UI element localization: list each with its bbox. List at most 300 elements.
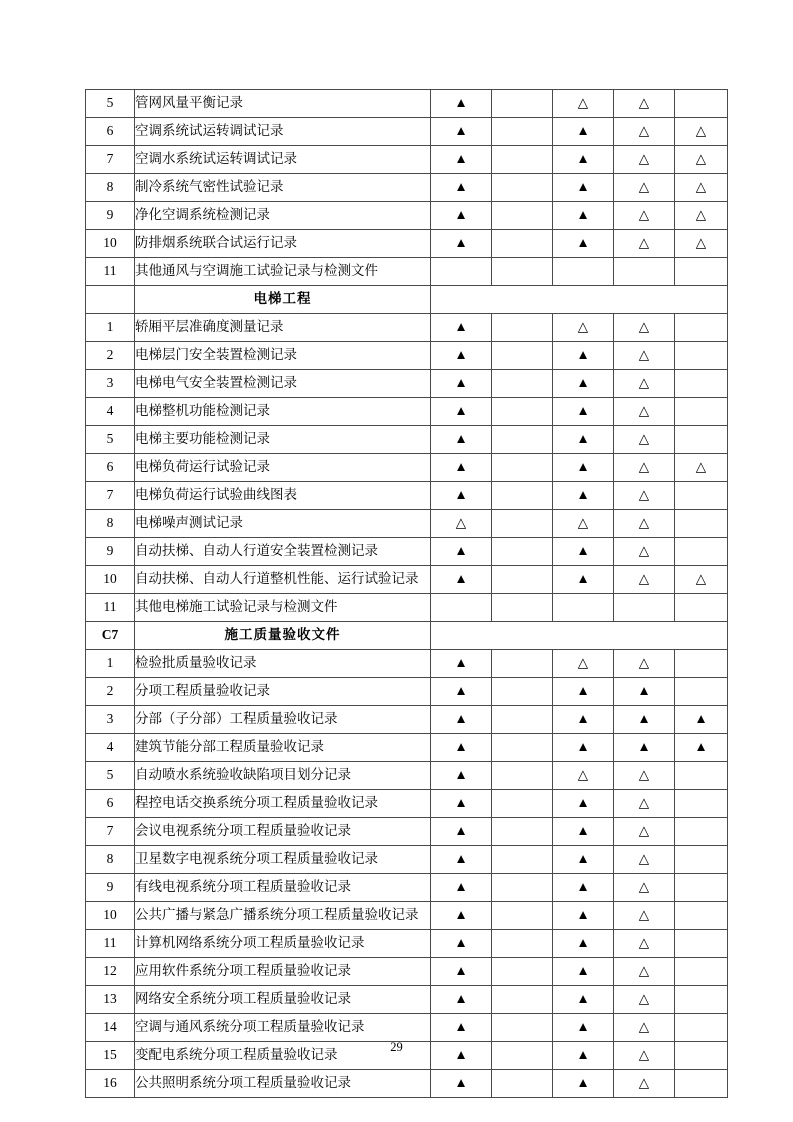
filled-triangle-icon: ▲ [576, 151, 590, 167]
marker-cell-4 [614, 342, 675, 370]
marker-cell-3 [553, 734, 614, 762]
hollow-triangle-icon: △ [638, 403, 650, 419]
marker-cell-2 [492, 482, 553, 510]
marker-cell-5 [675, 958, 728, 986]
hollow-triangle-icon: △ [695, 459, 707, 475]
marker-cell-3 [553, 426, 614, 454]
marker-cell-3 [553, 314, 614, 342]
marker-cell-5 [675, 230, 728, 258]
document-name-cell: 防排烟系统联合试运行记录 [135, 230, 431, 258]
marker-cell-2 [492, 762, 553, 790]
filled-triangle-icon: ▲ [637, 711, 651, 727]
marker-cell-3 [553, 90, 614, 118]
hollow-triangle-icon: △ [577, 319, 589, 335]
marker-cell-4 [614, 454, 675, 482]
marker-cell-5 [675, 706, 728, 734]
filled-triangle-icon: ▲ [454, 1047, 468, 1063]
hollow-triangle-icon: △ [638, 459, 650, 475]
marker-cell-2 [492, 734, 553, 762]
marker-cell-5 [675, 930, 728, 958]
filled-triangle-icon: ▲ [576, 711, 590, 727]
filled-triangle-icon: ▲ [454, 347, 468, 363]
marker-cell-2 [492, 958, 553, 986]
marker-cell-1 [431, 790, 492, 818]
document-name-cell: 其他电梯施工试验记录与检测文件 [135, 594, 431, 622]
table-row [86, 818, 728, 846]
marker-cell-4 [614, 174, 675, 202]
row-index-cell: 2 [86, 342, 135, 370]
filled-triangle-icon: ▲ [454, 95, 468, 111]
hollow-triangle-icon: △ [695, 207, 707, 223]
marker-cell-3 [553, 706, 614, 734]
filled-triangle-icon: ▲ [454, 879, 468, 895]
marker-cell-4 [614, 902, 675, 930]
table-row [86, 314, 728, 342]
table-row [86, 146, 728, 174]
marker-cell-5 [675, 566, 728, 594]
marker-cell-2 [492, 146, 553, 174]
row-index-cell: 5 [86, 426, 135, 454]
marker-cell-2 [492, 510, 553, 538]
marker-cell-2 [492, 790, 553, 818]
row-index-cell: 16 [86, 1070, 135, 1098]
row-index-cell: 4 [86, 398, 135, 426]
marker-cell-3 [553, 510, 614, 538]
section-marker-span-cell [431, 622, 728, 650]
filled-triangle-icon: ▲ [576, 179, 590, 195]
hollow-triangle-icon: △ [695, 123, 707, 139]
marker-cell-2 [492, 1014, 553, 1042]
marker-cell-1 [431, 174, 492, 202]
filled-triangle-icon: ▲ [454, 935, 468, 951]
document-name-cell: 公共照明系统分项工程质量验收记录 [135, 1070, 431, 1098]
row-index-cell: 10 [86, 902, 135, 930]
filled-triangle-icon: ▲ [576, 823, 590, 839]
marker-cell-4 [614, 594, 675, 622]
filled-triangle-icon: ▲ [454, 207, 468, 223]
marker-cell-3 [553, 902, 614, 930]
document-name-cell: 建筑节能分部工程质量验收记录 [135, 734, 431, 762]
document-name-cell: 空调与通风系统分项工程质量验收记录 [135, 1014, 431, 1042]
marker-cell-5 [675, 790, 728, 818]
marker-cell-3 [553, 538, 614, 566]
archival-documents-table [85, 89, 728, 1098]
marker-cell-4 [614, 202, 675, 230]
marker-cell-4 [614, 1070, 675, 1098]
marker-cell-5 [675, 342, 728, 370]
filled-triangle-icon: ▲ [454, 375, 468, 391]
table-row [86, 846, 728, 874]
filled-triangle-icon: ▲ [576, 1019, 590, 1035]
marker-cell-3 [553, 650, 614, 678]
filled-triangle-icon: ▲ [694, 711, 708, 727]
filled-triangle-icon: ▲ [637, 683, 651, 699]
table-row [86, 594, 728, 622]
row-index-cell [86, 286, 135, 314]
table-row [86, 454, 728, 482]
filled-triangle-icon: ▲ [637, 739, 651, 755]
section-title-cell: 施工质量验收文件 [135, 622, 431, 650]
marker-cell-2 [492, 902, 553, 930]
filled-triangle-icon: ▲ [454, 123, 468, 139]
filled-triangle-icon: ▲ [576, 907, 590, 923]
marker-cell-3 [553, 594, 614, 622]
hollow-triangle-icon: △ [638, 487, 650, 503]
marker-cell-4 [614, 314, 675, 342]
hollow-triangle-icon: △ [638, 1019, 650, 1035]
filled-triangle-icon: ▲ [576, 739, 590, 755]
hollow-triangle-icon: △ [638, 963, 650, 979]
filled-triangle-icon: ▲ [576, 683, 590, 699]
filled-triangle-icon: ▲ [576, 935, 590, 951]
document-name-cell: 净化空调系统检测记录 [135, 202, 431, 230]
marker-cell-2 [492, 650, 553, 678]
hollow-triangle-icon: △ [638, 655, 650, 671]
table-row [86, 482, 728, 510]
filled-triangle-icon: ▲ [454, 851, 468, 867]
marker-cell-1 [431, 762, 492, 790]
marker-cell-2 [492, 566, 553, 594]
marker-cell-3 [553, 1014, 614, 1042]
table-row [86, 230, 728, 258]
filled-triangle-icon: ▲ [454, 683, 468, 699]
filled-triangle-icon: ▲ [454, 543, 468, 559]
document-name-cell: 卫星数字电视系统分项工程质量验收记录 [135, 846, 431, 874]
row-index-cell: 9 [86, 874, 135, 902]
table-row [86, 90, 728, 118]
marker-cell-4 [614, 650, 675, 678]
marker-cell-2 [492, 846, 553, 874]
table-row [86, 566, 728, 594]
marker-cell-1 [431, 510, 492, 538]
marker-cell-2 [492, 874, 553, 902]
marker-cell-5 [675, 510, 728, 538]
document-name-cell: 电梯电气安全装置检测记录 [135, 370, 431, 398]
filled-triangle-icon: ▲ [576, 879, 590, 895]
row-index-cell: 8 [86, 846, 135, 874]
table-row [86, 762, 728, 790]
marker-cell-2 [492, 258, 553, 286]
filled-triangle-icon: ▲ [576, 543, 590, 559]
hollow-triangle-icon: △ [638, 851, 650, 867]
row-index-cell: 6 [86, 790, 135, 818]
hollow-triangle-icon: △ [638, 151, 650, 167]
marker-cell-2 [492, 230, 553, 258]
filled-triangle-icon: ▲ [576, 375, 590, 391]
marker-cell-5 [675, 314, 728, 342]
marker-cell-3 [553, 566, 614, 594]
row-index-cell: 3 [86, 706, 135, 734]
filled-triangle-icon: ▲ [576, 1047, 590, 1063]
row-index-cell: 9 [86, 538, 135, 566]
marker-cell-3 [553, 482, 614, 510]
document-name-cell: 公共广播与紧急广播系统分项工程质量验收记录 [135, 902, 431, 930]
filled-triangle-icon: ▲ [454, 431, 468, 447]
document-name-cell: 自动喷水系统验收缺陷项目划分记录 [135, 762, 431, 790]
marker-cell-3 [553, 202, 614, 230]
row-index-cell: 7 [86, 482, 135, 510]
row-index-cell: 6 [86, 454, 135, 482]
row-index-cell: 12 [86, 958, 135, 986]
hollow-triangle-icon: △ [577, 95, 589, 111]
marker-cell-1 [431, 482, 492, 510]
hollow-triangle-icon: △ [638, 823, 650, 839]
filled-triangle-icon: ▲ [454, 487, 468, 503]
section-header-row [86, 286, 728, 314]
marker-cell-1 [431, 314, 492, 342]
hollow-triangle-icon: △ [455, 515, 467, 531]
table-row [86, 202, 728, 230]
filled-triangle-icon: ▲ [694, 739, 708, 755]
document-name-cell: 计算机网络系统分项工程质量验收记录 [135, 930, 431, 958]
filled-triangle-icon: ▲ [454, 1019, 468, 1035]
hollow-triangle-icon: △ [695, 179, 707, 195]
row-index-cell: C7 [86, 622, 135, 650]
row-index-cell: 1 [86, 314, 135, 342]
marker-cell-3 [553, 174, 614, 202]
document-name-cell: 制冷系统气密性试验记录 [135, 174, 431, 202]
hollow-triangle-icon: △ [638, 431, 650, 447]
table-row [86, 174, 728, 202]
filled-triangle-icon: ▲ [454, 739, 468, 755]
row-index-cell: 11 [86, 258, 135, 286]
filled-triangle-icon: ▲ [576, 571, 590, 587]
document-name-cell: 检验批质量验收记录 [135, 650, 431, 678]
marker-cell-5 [675, 678, 728, 706]
marker-cell-1 [431, 734, 492, 762]
marker-cell-1 [431, 930, 492, 958]
filled-triangle-icon: ▲ [454, 319, 468, 335]
marker-cell-3 [553, 118, 614, 146]
document-name-cell: 网络安全系统分项工程质量验收记录 [135, 986, 431, 1014]
document-name-cell: 电梯噪声测试记录 [135, 510, 431, 538]
marker-cell-1 [431, 146, 492, 174]
filled-triangle-icon: ▲ [454, 711, 468, 727]
table-row [86, 734, 728, 762]
row-index-cell: 5 [86, 90, 135, 118]
hollow-triangle-icon: △ [638, 179, 650, 195]
table-row [86, 706, 728, 734]
marker-cell-5 [675, 734, 728, 762]
marker-cell-5 [675, 762, 728, 790]
marker-cell-3 [553, 930, 614, 958]
row-index-cell: 11 [86, 930, 135, 958]
filled-triangle-icon: ▲ [576, 963, 590, 979]
document-name-cell: 空调水系统试运转调试记录 [135, 146, 431, 174]
table-row [86, 258, 728, 286]
filled-triangle-icon: ▲ [576, 207, 590, 223]
table-row [86, 426, 728, 454]
filled-triangle-icon: ▲ [576, 795, 590, 811]
marker-cell-2 [492, 930, 553, 958]
marker-cell-5 [675, 1014, 728, 1042]
marker-cell-4 [614, 930, 675, 958]
filled-triangle-icon: ▲ [454, 991, 468, 1007]
table-row [86, 398, 728, 426]
marker-cell-1 [431, 1014, 492, 1042]
marker-cell-5 [675, 1070, 728, 1098]
row-index-cell: 8 [86, 174, 135, 202]
filled-triangle-icon: ▲ [576, 459, 590, 475]
table-row [86, 118, 728, 146]
marker-cell-5 [675, 874, 728, 902]
marker-cell-5 [675, 818, 728, 846]
filled-triangle-icon: ▲ [454, 963, 468, 979]
row-index-cell: 10 [86, 230, 135, 258]
marker-cell-2 [492, 818, 553, 846]
filled-triangle-icon: ▲ [576, 991, 590, 1007]
marker-cell-2 [492, 90, 553, 118]
hollow-triangle-icon: △ [638, 347, 650, 363]
marker-cell-3 [553, 818, 614, 846]
hollow-triangle-icon: △ [638, 767, 650, 783]
marker-cell-2 [492, 314, 553, 342]
row-index-cell: 1 [86, 650, 135, 678]
document-name-cell: 电梯层门安全装置检测记录 [135, 342, 431, 370]
document-name-cell: 其他通风与空调施工试验记录与检测文件 [135, 258, 431, 286]
marker-cell-4 [614, 678, 675, 706]
marker-cell-4 [614, 762, 675, 790]
marker-cell-3 [553, 762, 614, 790]
marker-cell-4 [614, 986, 675, 1014]
filled-triangle-icon: ▲ [576, 235, 590, 251]
marker-cell-5 [675, 986, 728, 1014]
row-index-cell: 10 [86, 566, 135, 594]
table-row [86, 1070, 728, 1098]
table-row [86, 902, 728, 930]
document-name-cell: 空调系统试运转调试记录 [135, 118, 431, 146]
marker-cell-1 [431, 398, 492, 426]
hollow-triangle-icon: △ [577, 655, 589, 671]
table-row [86, 510, 728, 538]
hollow-triangle-icon: △ [638, 235, 650, 251]
marker-cell-1 [431, 594, 492, 622]
marker-cell-3 [553, 398, 614, 426]
marker-cell-4 [614, 790, 675, 818]
section-title-cell: 电梯工程 [135, 286, 431, 314]
filled-triangle-icon: ▲ [576, 347, 590, 363]
hollow-triangle-icon: △ [638, 935, 650, 951]
document-name-cell: 自动扶梯、自动人行道安全装置检测记录 [135, 538, 431, 566]
marker-cell-1 [431, 818, 492, 846]
marker-cell-1 [431, 342, 492, 370]
marker-cell-3 [553, 1070, 614, 1098]
marker-cell-5 [675, 90, 728, 118]
hollow-triangle-icon: △ [695, 571, 707, 587]
marker-cell-2 [492, 202, 553, 230]
marker-cell-4 [614, 258, 675, 286]
marker-cell-2 [492, 370, 553, 398]
marker-cell-5 [675, 202, 728, 230]
document-name-cell: 自动扶梯、自动人行道整机性能、运行试验记录 [135, 566, 431, 594]
filled-triangle-icon: ▲ [454, 823, 468, 839]
marker-cell-3 [553, 958, 614, 986]
marker-cell-4 [614, 818, 675, 846]
marker-cell-2 [492, 118, 553, 146]
document-name-cell: 会议电视系统分项工程质量验收记录 [135, 818, 431, 846]
filled-triangle-icon: ▲ [454, 655, 468, 671]
table-row [86, 790, 728, 818]
hollow-triangle-icon: △ [577, 515, 589, 531]
marker-cell-4 [614, 566, 675, 594]
table-row [86, 1014, 728, 1042]
document-name-cell: 应用软件系统分项工程质量验收记录 [135, 958, 431, 986]
marker-cell-1 [431, 902, 492, 930]
marker-cell-1 [431, 426, 492, 454]
table-row [86, 958, 728, 986]
filled-triangle-icon: ▲ [576, 487, 590, 503]
marker-cell-5 [675, 482, 728, 510]
marker-cell-1 [431, 874, 492, 902]
marker-cell-3 [553, 846, 614, 874]
marker-cell-5 [675, 594, 728, 622]
filled-triangle-icon: ▲ [576, 403, 590, 419]
marker-cell-4 [614, 230, 675, 258]
marker-cell-1 [431, 566, 492, 594]
marker-cell-1 [431, 118, 492, 146]
marker-cell-4 [614, 398, 675, 426]
row-index-cell: 7 [86, 818, 135, 846]
marker-cell-5 [675, 258, 728, 286]
document-name-cell: 电梯负荷运行试验曲线图表 [135, 482, 431, 510]
filled-triangle-icon: ▲ [576, 1075, 590, 1091]
marker-cell-5 [675, 846, 728, 874]
marker-cell-3 [553, 790, 614, 818]
section-header-row [86, 622, 728, 650]
document-name-cell: 有线电视系统分项工程质量验收记录 [135, 874, 431, 902]
marker-cell-2 [492, 706, 553, 734]
marker-cell-3 [553, 370, 614, 398]
marker-cell-3 [553, 986, 614, 1014]
table-row [86, 678, 728, 706]
marker-cell-1 [431, 90, 492, 118]
table-row [86, 342, 728, 370]
filled-triangle-icon: ▲ [454, 795, 468, 811]
marker-cell-5 [675, 902, 728, 930]
marker-cell-1 [431, 538, 492, 566]
marker-cell-3 [553, 342, 614, 370]
document-name-cell: 管网风量平衡记录 [135, 90, 431, 118]
hollow-triangle-icon: △ [638, 543, 650, 559]
document-name-cell: 程控电话交换系统分项工程质量验收记录 [135, 790, 431, 818]
filled-triangle-icon: ▲ [454, 907, 468, 923]
marker-cell-1 [431, 230, 492, 258]
marker-cell-1 [431, 202, 492, 230]
row-index-cell: 15 [86, 1042, 135, 1070]
hollow-triangle-icon: △ [638, 1047, 650, 1063]
filled-triangle-icon: ▲ [454, 179, 468, 195]
row-index-cell: 7 [86, 146, 135, 174]
marker-cell-1 [431, 706, 492, 734]
row-index-cell: 4 [86, 734, 135, 762]
marker-cell-3 [553, 678, 614, 706]
row-index-cell: 14 [86, 1014, 135, 1042]
marker-cell-3 [553, 874, 614, 902]
section-marker-span-cell [431, 286, 728, 314]
page-number: 29 [390, 1040, 403, 1054]
filled-triangle-icon: ▲ [454, 1075, 468, 1091]
marker-cell-5 [675, 398, 728, 426]
filled-triangle-icon: ▲ [576, 431, 590, 447]
document-name-cell: 电梯主要功能检测记录 [135, 426, 431, 454]
filled-triangle-icon: ▲ [454, 459, 468, 475]
hollow-triangle-icon: △ [638, 95, 650, 111]
marker-cell-1 [431, 258, 492, 286]
marker-cell-2 [492, 678, 553, 706]
marker-cell-4 [614, 874, 675, 902]
hollow-triangle-icon: △ [577, 767, 589, 783]
row-index-cell: 6 [86, 118, 135, 146]
